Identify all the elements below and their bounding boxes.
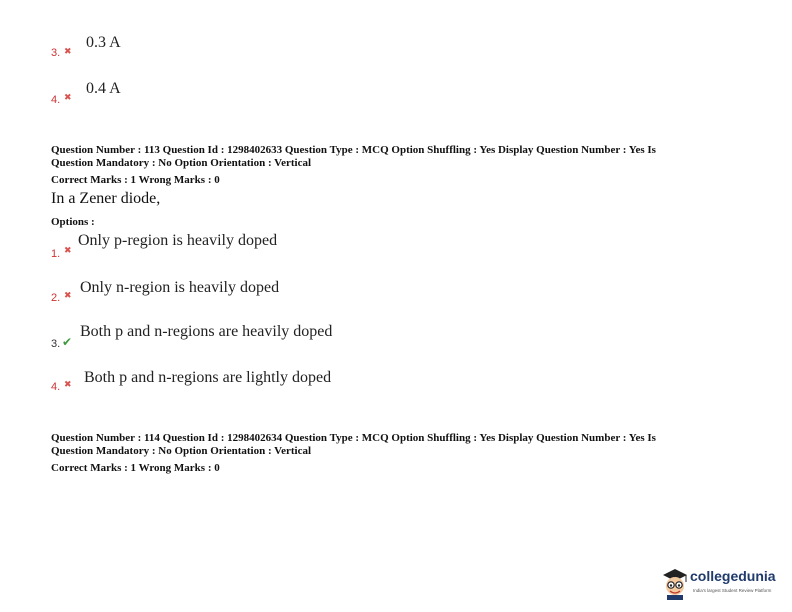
wrong-mark-icon: ✖ (64, 47, 72, 57)
option-text: Only n-region is heavily doped (80, 279, 280, 296)
logo-tagline: India's largest Student Review Platform (693, 588, 772, 593)
question-text: In a Zener diode, (51, 190, 161, 207)
collegedunia-logo (660, 564, 788, 604)
wrong-mark-icon: ✖ (64, 380, 72, 390)
option-text: Only p-region is heavily doped (78, 232, 278, 249)
wrong-mark-icon: ✖ (64, 291, 72, 301)
wrong-mark-icon: ✖ (64, 246, 72, 256)
option-number: 3. (51, 338, 61, 350)
option-number: 2. (51, 292, 61, 304)
options-label: Options : (51, 216, 95, 228)
option-number: 1. (51, 248, 61, 260)
option-text: 0.3 A (86, 34, 121, 51)
question-meta (51, 432, 656, 458)
question-meta-line: Question Number : 114 Question Id : 1298402634 Question Type : MCQ Option Shuffling : Yes Display Question Number : Yes Is (51, 432, 656, 444)
graduate-mascot-icon (660, 566, 690, 600)
correct-check-icon: ✔ (62, 335, 73, 349)
option-number: 4. (51, 94, 61, 106)
option-number: 3. (51, 47, 61, 59)
question-meta (51, 144, 656, 170)
option-text: 0.4 A (86, 80, 121, 97)
option-text: Both p and n-regions are heavily doped (80, 323, 333, 340)
wrong-mark-icon: ✖ (64, 93, 72, 103)
option-text: Both p and n-regions are lightly doped (84, 369, 332, 386)
option-number: 4. (51, 381, 61, 393)
question-meta-line: Question Mandatory : No Option Orientation : Vertical (51, 157, 312, 169)
question-marks: Correct Marks : 1 Wrong Marks : 0 (51, 462, 220, 474)
question-meta-line: Question Mandatory : No Option Orientation : Vertical (51, 445, 312, 457)
question-marks: Correct Marks : 1 Wrong Marks : 0 (51, 174, 220, 186)
question-meta-line: Question Number : 113 Question Id : 1298402633 Question Type : MCQ Option Shuffling : Yes Display Question Number : Yes Is (51, 144, 656, 156)
logo-name: collegedunia (690, 568, 776, 584)
